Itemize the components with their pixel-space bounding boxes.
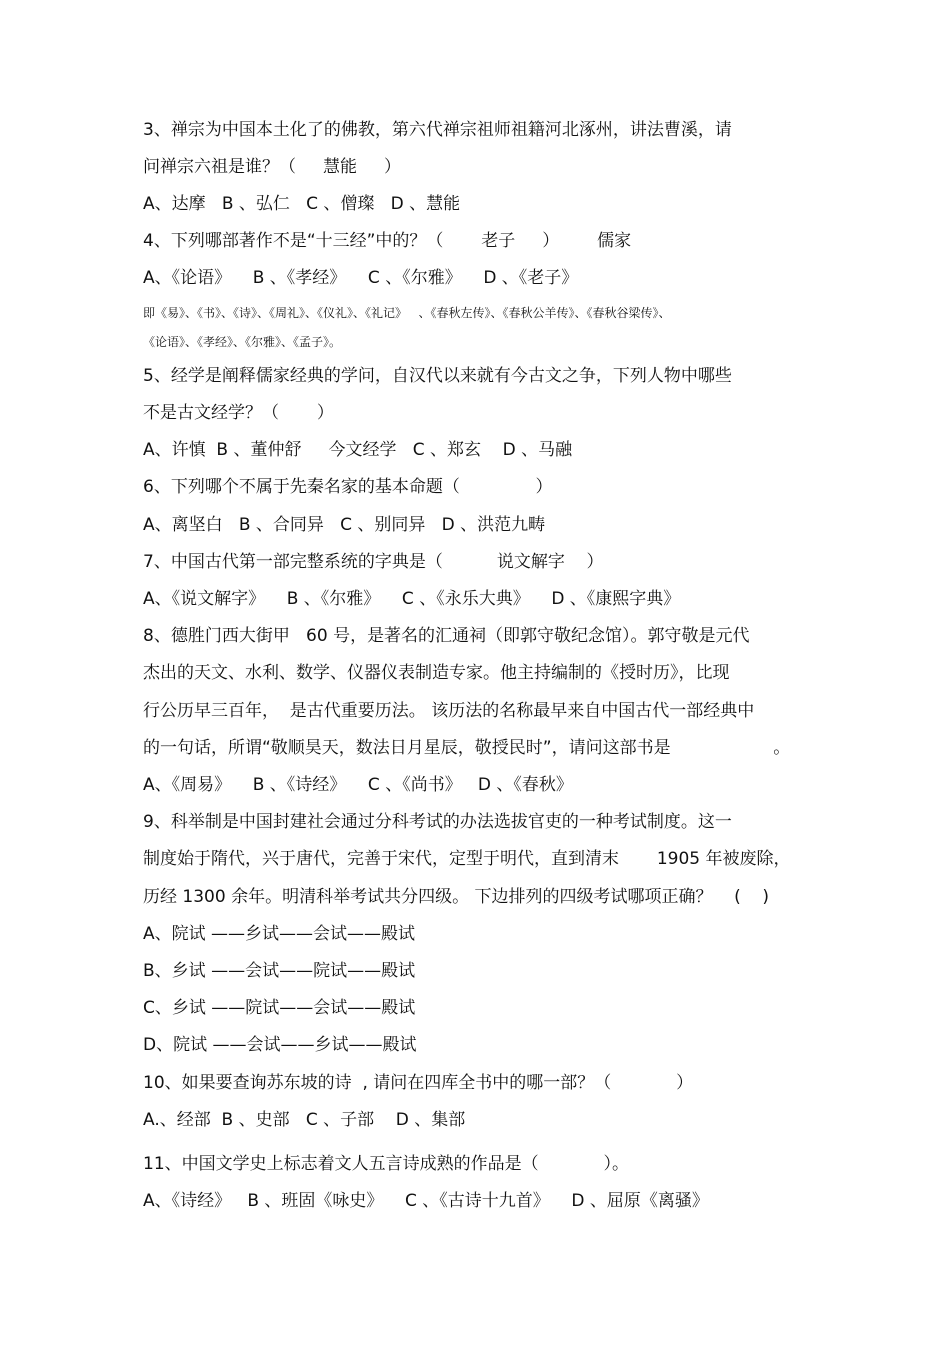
question-6-options: A、离坚白 B 、合同异 C 、别同异 D 、洪范九畴	[143, 515, 546, 535]
question-8-stem-line-2: 杰出的天文、水利、数学、仪器仪表制造专家。他主持编制的《授时历》，比现	[143, 663, 730, 683]
question-4-note-line-1: 即《易》、《书》、《诗》、《周礼》、《仪礼》、《礼记》 、《春秋左传》、《春秋公羊传》、《春秋谷梁传》、	[143, 306, 671, 320]
question-11-options: A、《诗经》 B 、班固《咏史》 C 、《古诗十九首》 D 、屈原《离骚》	[143, 1191, 709, 1211]
question-8-options: A、《周易》 B 、《诗经》 C 、《尚书》 D 、《春秋》	[143, 775, 573, 795]
question-9-stem-line-1: 9、科举制是中国封建社会通过分科考试的办法选拔官吏的一种考试制度。这一	[143, 812, 732, 832]
question-4-stem: 4、下列哪部著作不是“十三经”中的？（ 老子 ） 儒家	[143, 231, 632, 251]
question-4-options: A、《论语》 B 、《孝经》 C 、《尔雅》 D 、《老子》	[143, 268, 579, 288]
question-9-option-b: B、乡试 ——会试——院试——殿试	[143, 961, 416, 981]
question-11-stem: 11、中国文学史上标志着文人五言诗成熟的作品是（ ）。	[143, 1154, 629, 1174]
question-3-stem-line-1: 3、禅宗为中国本土化了的佛教，第六代禅宗祖师祖籍河北涿州，讲法曹溪，请	[143, 120, 732, 140]
question-7-stem: 7、中国古代第一部完整系统的字典是（ 说文解字 ）	[143, 552, 604, 572]
question-5-options: A、许慎 B 、董仲舒 今文经学 C 、郑玄 D 、马融	[143, 440, 573, 460]
question-10-options: A.、经部 B 、史部 C 、子部 D 、集部	[143, 1110, 466, 1130]
question-8-stem-line-4: 的一句话，所谓“敬顺昊天，数法日月星辰，敬授民时”，请问这部书是 。	[143, 738, 791, 758]
question-5-stem-line-2: 不是古文经学？（ ）	[143, 403, 334, 423]
question-8-stem-line-3: 行公历早三百年， 是古代重要历法。 该历法的名称最早来自中国古代一部经典中	[143, 701, 755, 721]
question-3-options: A、达摩 B 、弘仁 C 、僧璨 D 、慧能	[143, 194, 461, 214]
question-9-option-d: D、院试 ——会试——乡试——殿试	[143, 1035, 417, 1055]
question-6-stem: 6、下列哪个不属于先秦名家的基本命题（ ）	[143, 477, 553, 497]
question-9-stem-line-3: 历经 1300 余年。明清科举考试共分四级。 下边排列的四级考试哪项正确？ ( )	[143, 887, 769, 907]
question-3-stem-line-2: 问禅宗六祖是谁？（ 慧能 ）	[143, 157, 402, 177]
question-4-note-line-2: 《论语》、《孝经》、《尔雅》、《孟子》。	[143, 335, 342, 349]
question-10-stem: 10、如果要查询苏东坡的诗 , 请问在四库全书中的哪一部？（ ）	[143, 1073, 694, 1093]
question-9-option-c: C、乡试 ——院试——会试——殿试	[143, 998, 416, 1018]
question-9-stem-line-2: 制度始于隋代，兴于唐代，完善于宋代，定型于明代，直到清末 1905 年被废除，	[143, 849, 791, 869]
question-7-options: A、《说文解字》 B 、《尔雅》 C 、《永乐大典》 D 、《康熙字典》	[143, 589, 681, 609]
question-8-stem-line-1: 8、德胜门西大街甲 60 号，是著名的汇通祠（即郭守敬纪念馆）。郭守敬是元代	[143, 626, 750, 646]
question-5-stem-line-1: 5、经学是阐释儒家经典的学问，自汉代以来就有今古文之争，下列人物中哪些	[143, 366, 732, 386]
question-9-option-a: A、院试 ——乡试——会试——殿试	[143, 924, 416, 944]
